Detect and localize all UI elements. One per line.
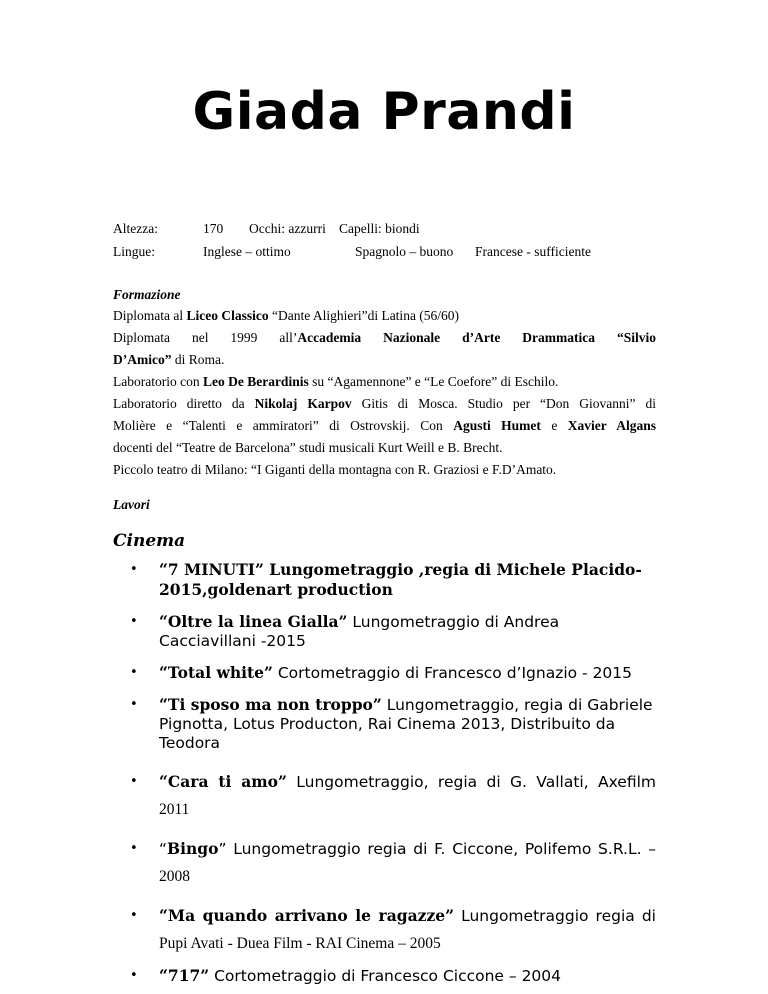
height-label: Altezza: xyxy=(113,221,158,236)
text: Diplomata al xyxy=(113,308,187,323)
formazione-heading: Formazione xyxy=(113,287,181,302)
work-line xyxy=(159,899,656,933)
formazione-line xyxy=(113,305,656,327)
list-item xyxy=(113,832,656,888)
text: Laboratorio diretto da xyxy=(113,396,255,411)
list-item xyxy=(113,663,656,683)
list-item xyxy=(113,612,656,651)
academy-name: Accademia Nazionale d’Arte Drammatica “Silvio xyxy=(297,330,657,345)
school-name: Liceo Classico xyxy=(186,308,269,323)
work-details: Lungometraggio, regia di G. Vallati, Axefilm xyxy=(286,773,656,791)
list-item xyxy=(113,765,656,821)
formazione-line: docenti del “Teatre de Barcelona” studi musicali Kurt Weill e B. Brecht. xyxy=(113,440,503,455)
work-title: “717” xyxy=(159,966,210,985)
cinema-list xyxy=(113,560,656,986)
formazione-line xyxy=(113,349,656,371)
hair-color: Capelli: biondi xyxy=(339,221,420,236)
work-year: 2008 xyxy=(159,868,190,885)
language-english: Inglese – ottimo xyxy=(203,244,291,259)
quote: “ xyxy=(159,840,168,858)
academy-name-cont: D’Amico” xyxy=(113,352,172,367)
formazione-line xyxy=(113,415,656,437)
formazione-section xyxy=(113,305,656,481)
bullet-icon: • xyxy=(130,841,138,856)
text: Molière e “Talenti e ammiratori” di Ostrovskij. Con xyxy=(113,418,454,433)
work-title: “7 MINUTI” Lungometraggio ,regia di Michele Placido-2015,goldenart production xyxy=(159,560,642,599)
text: di Roma. xyxy=(171,352,225,367)
height-value: 170 xyxy=(203,221,224,236)
work-title: “Oltre la linea Gialla” xyxy=(159,612,348,631)
work-line xyxy=(159,765,656,799)
work-details: Lungometraggio, regia di Gabriele Pignotta, Lotus Producton, Rai Cinema 2013, Distribuito da Teodora xyxy=(159,696,653,752)
text: “Dante Alighieri”di Latina (56/60) xyxy=(268,308,460,323)
text: Gitis di Mosca. Studio per “Don Giovanni” di xyxy=(351,396,656,411)
bullet-icon: • xyxy=(130,697,138,712)
text: Diplomata nel 1999 all’ xyxy=(113,330,298,345)
work-title: “Total white” xyxy=(159,663,273,682)
teacher-name: Agusti Humet xyxy=(453,418,541,433)
work-details: Lungometraggio di Andrea Cacciavillani -2015 xyxy=(159,613,560,650)
teacher-name: Leo De Berardinis xyxy=(202,374,309,389)
list-item xyxy=(113,966,656,986)
formazione-line xyxy=(113,327,656,349)
text: su “Agamennone” e “Le Coefore” di Eschilo. xyxy=(308,374,559,389)
formazione-line xyxy=(113,393,656,415)
text: e xyxy=(540,418,568,433)
bullet-icon: • xyxy=(130,908,138,923)
cinema-heading: Cinema xyxy=(113,531,186,551)
list-item xyxy=(113,899,656,955)
page-title: Giada Prandi xyxy=(192,82,576,142)
work-title: “Cara ti amo” xyxy=(159,772,287,791)
list-item xyxy=(113,560,656,600)
work-details: Lungometraggio regia di xyxy=(454,907,656,925)
language-french: Francese - sufficiente xyxy=(475,244,591,259)
bullet-icon: • xyxy=(130,614,138,629)
eye-color: Occhi: azzurri xyxy=(249,221,326,236)
work-title: Bingo xyxy=(167,839,219,858)
work-title: “Ti sposo ma non troppo” xyxy=(159,695,382,714)
work-year: 2011 xyxy=(159,801,190,818)
work-details: ” Lungometraggio regia di F. Ciccone, Polifemo S.R.L. – xyxy=(218,840,656,858)
teacher-name: Nikolaj Karpov xyxy=(254,396,352,411)
formazione-line: Piccolo teatro di Milano: “I Giganti della montagna con R. Graziosi e F.D’Amato. xyxy=(113,462,557,477)
bullet-icon: • xyxy=(130,774,138,789)
list-item xyxy=(113,695,656,753)
work-details-cont: Pupi Avati - Duea Film - RAI Cinema – 2005 xyxy=(159,935,441,952)
language-spanish: Spagnolo – buono xyxy=(355,244,454,259)
lavori-heading: Lavori xyxy=(113,497,150,512)
bullet-icon: • xyxy=(130,968,138,983)
text: Laboratorio con xyxy=(113,374,203,389)
bullet-icon: • xyxy=(130,562,138,577)
work-details: Cortometraggio di Francesco Ciccone – 2004 xyxy=(209,967,562,985)
work-title: “Ma quando arrivano le ragazze” xyxy=(159,906,455,925)
teacher-name: Xavier Algans xyxy=(567,418,657,433)
formazione-line xyxy=(113,371,656,393)
work-details: Cortometraggio di Francesco d’Ignazio - 2015 xyxy=(272,664,633,682)
bullet-icon: • xyxy=(130,665,138,680)
languages-label: Lingue: xyxy=(113,244,155,259)
work-line xyxy=(159,832,656,866)
